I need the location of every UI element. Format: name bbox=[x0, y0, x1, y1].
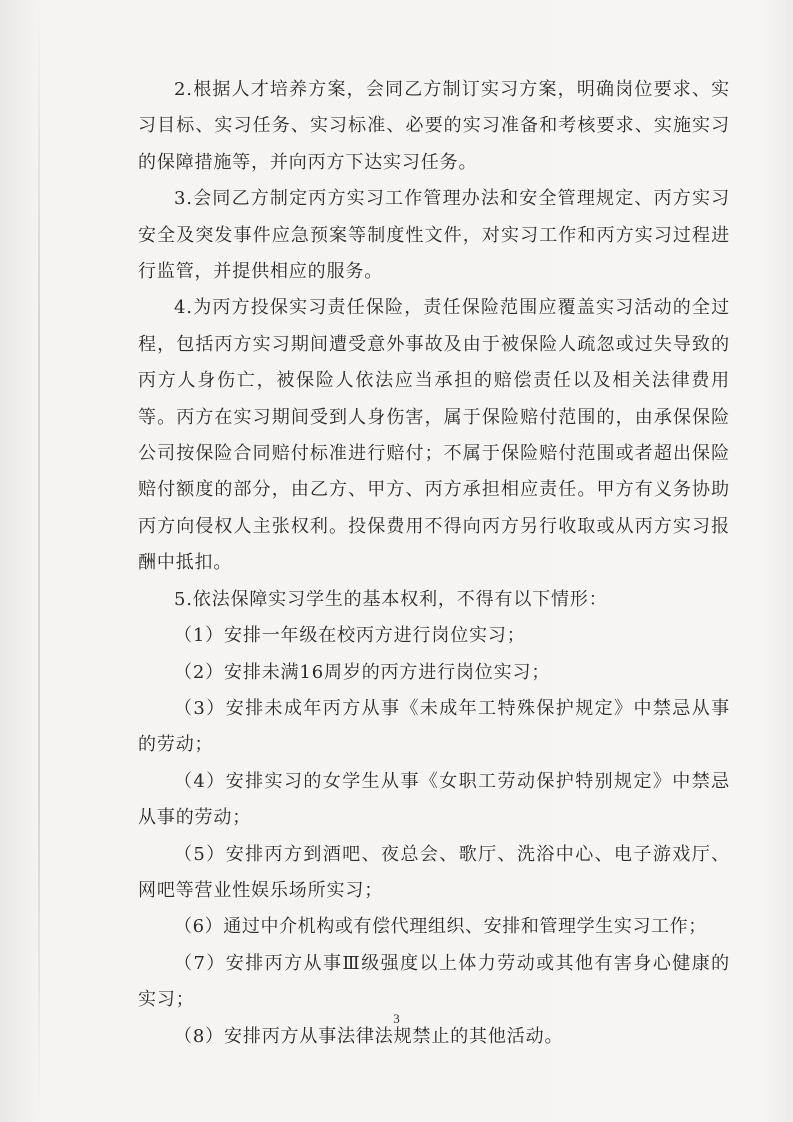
text-line: 的，由承保保险公司按保险合同赔付标准进行赔付；不属于保险赔 bbox=[138, 406, 730, 465]
text-line: 关法律费用等。丙方在实习期间受到人身伤害，属于保险赔付范围 bbox=[138, 370, 730, 428]
text-line: （8）安排丙方从事法律法规禁止的其他活动。 bbox=[174, 1025, 564, 1047]
text-line: 习过程进行监管，并提供相应的服务。 bbox=[138, 224, 730, 283]
list-item-6 bbox=[138, 909, 730, 945]
text-line: 付范围或者超出保险赔付额度的部分，由乙方、甲方、丙方承担相 bbox=[138, 443, 730, 501]
text-line: 网吧等营业性娱乐场所实习； bbox=[138, 879, 384, 901]
text-line: 5.依法保障实习学生的基本权利，不得有以下情形： bbox=[174, 588, 608, 610]
text-line: 应责任。甲方有义务协助丙方向侵权人主张权利。投保费用不得向 bbox=[138, 479, 730, 537]
text-line: 实习安全及突发事件应急预案等制度性文件，对实习工作和丙方实 bbox=[138, 188, 730, 246]
paragraph-item-2 bbox=[138, 72, 730, 181]
text-line: 3.会同乙方制定丙方实习工作管理办法和安全管理规定、丙方 bbox=[174, 188, 692, 210]
list-item-3 bbox=[138, 691, 730, 764]
list-item-5 bbox=[138, 837, 730, 910]
document-body bbox=[138, 72, 730, 1055]
text-line: 施实习的保障措施等，并向丙方下达实习任务。 bbox=[138, 115, 730, 173]
text-line: 的实习； bbox=[138, 952, 730, 1011]
list-item-4 bbox=[138, 764, 730, 837]
page-edge-shadow bbox=[38, 0, 40, 1122]
text-line: （5）安排丙方到酒吧、夜总会、歌厅、洗浴中心、电子游戏厅、 bbox=[174, 843, 730, 865]
text-line: 实习目标、实习任务、实习标准、必要的实习准备和考核要求、实 bbox=[138, 79, 730, 137]
paragraph-item-4 bbox=[138, 290, 730, 581]
list-item-2 bbox=[138, 655, 730, 691]
text-line: （2）安排未满16周岁的丙方进行岗位实习； bbox=[174, 661, 551, 683]
text-line: 2.根据人才培养方案，会同乙方制订实习方案，明确岗位要求、 bbox=[174, 79, 712, 100]
text-line: 丙方另行收取或从丙方实习报酬中抵扣。 bbox=[138, 515, 730, 574]
text-line: 事的劳动； bbox=[138, 697, 730, 756]
text-line: （7）安排丙方从事Ⅲ级强度以上体力劳动或其他有害身心健康 bbox=[174, 952, 712, 974]
text-line: 全过程，包括丙方实习期间遭受意外事故及由于被保险人疏忽或过 bbox=[138, 297, 730, 355]
text-line: （6）通过中介机构或有偿代理组织、安排和管理学生实习工作； bbox=[174, 916, 707, 938]
text-line: （3）安排未成年丙方从事《未成年工特殊保护规定》中禁忌从 bbox=[174, 697, 712, 719]
text-line: （4）安排实习的女学生从事《女职工劳动保护特别规定》中禁 bbox=[174, 770, 712, 792]
paragraph-item-5 bbox=[138, 582, 730, 618]
text-line: （1）安排一年级在校丙方进行岗位实习； bbox=[174, 625, 526, 647]
text-line: 失导致的丙方人身伤亡，被保险人依法应当承担的赔偿责任以及相 bbox=[138, 333, 730, 392]
text-line: 4.为丙方投保实习责任保险，责任保险范围应覆盖实习活动的 bbox=[174, 297, 692, 319]
paragraph-item-3 bbox=[138, 181, 730, 290]
list-item-1 bbox=[138, 618, 730, 654]
page-number: 3 bbox=[393, 1011, 400, 1026]
text-line: 忌从事的劳动； bbox=[138, 770, 730, 829]
list-item-7 bbox=[138, 946, 730, 1019]
